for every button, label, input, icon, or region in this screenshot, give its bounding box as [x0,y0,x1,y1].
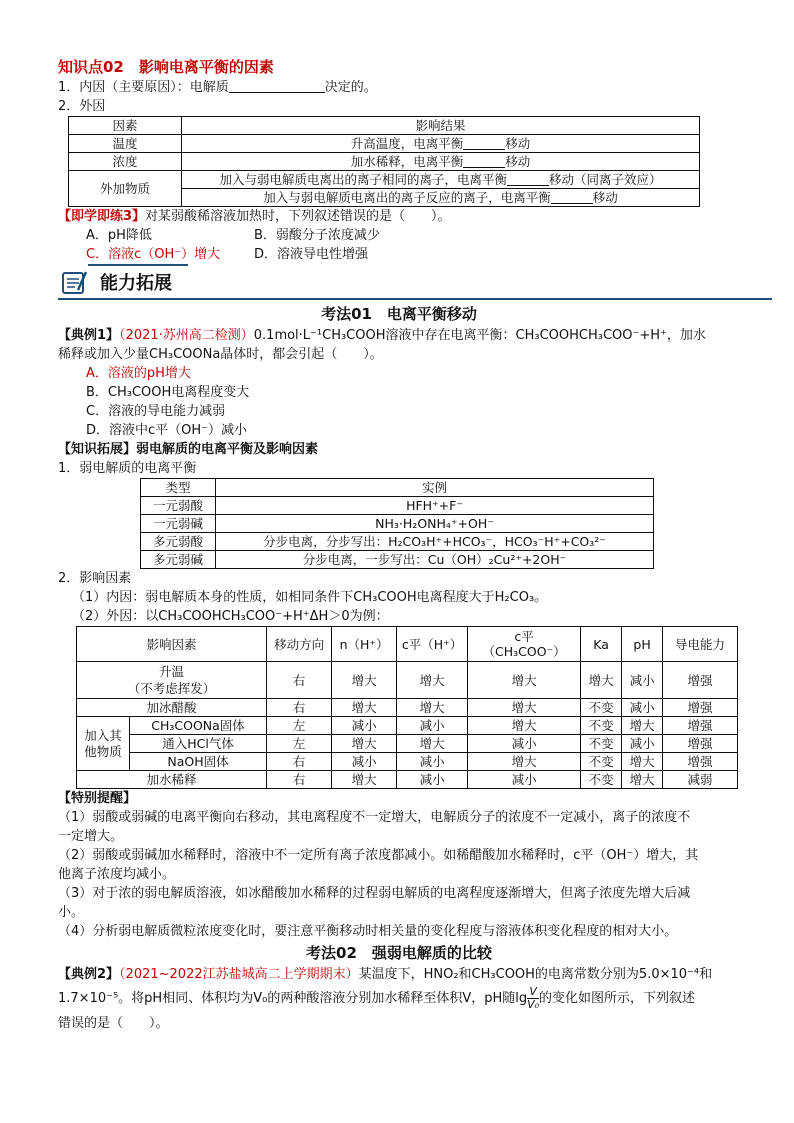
example1-line2: 稀释或加入少量CH₃COONa晶体时，都会引起（ ）。 [58,347,383,362]
knowledge-title: 【知识拓展】弱电解质的电离平衡及影响因素 [58,442,319,457]
fill-blank[interactable] [507,172,549,186]
knowledge-item2: 2．影响因素 [58,571,132,586]
ability-banner [58,270,740,298]
ionization-types-table: 类型 实例 一元弱酸 HFH⁺+F⁻ 一元弱碱 NH₃·H₂ONH₄⁺+OH⁻ 多元弱酸 分步电离，分步写出：H₂CO₃H⁺+HCO₃⁻，HCO₃⁻H⁺+CO₃²⁻ 多元弱碱 分步电离，一步写出：Cu（OH）₂Cu²⁺+2OH⁻ [140,478,654,569]
internal-cause: （1）内因：弱电解质本身的性质，如相同条件下CH₃COOH电离程度大于H₂CO₃。 [72,590,548,605]
method2-title: 考法02 强弱电解质的比较 [306,944,492,962]
example2-line2: 1.7×10⁻⁵。将pH相同、体积均为V₀的两种酸溶液分别加水稀释至体积V，pH随lg $\frac{V}{\text{V₀}}$ 的变化如图所示，下列叙述 [58,985,696,1011]
tip-line: （1）弱酸或弱碱的电离平衡向右移动，其电离程度不一定增大，电解质分子的浓度不一定减小，离子的浓度不 [58,810,691,825]
tip-line: （2）弱酸或弱碱加水稀释时，溶液中不一定所有离子浓度都减小。如稀醋酸加水稀释时，c平（OH⁻）增大，其 [58,848,699,863]
tip-title: 【特别提醒】 [58,791,137,806]
tip-line: 他离子浓度均减小。 [58,867,176,882]
factor-table: 因素 影响结果 温度 升高温度，电离平衡 移动 浓度 加水稀释，电离平衡 移动 外加物质 加入与弱电解质电离出的离子相同的离子，电离平衡 移动（同离子效应） 加入与弱电解质电离出的离子反应的离子，电离平衡 移动 [68,116,700,207]
intrinsic-factor-line: 1．内因（主要原因）：电解质 决定的。 [58,80,377,95]
practice-options-row2: C．溶液c（OH⁻）增大 D．溶液导电性增强 [86,247,369,262]
example2-line3: 错误的是（ ）。 [58,1016,169,1031]
knowledge-item1: 1．弱电解质的电离平衡 [58,461,197,476]
external-cause: （2）外因：以CH₃COOHCH₃COO⁻+H⁺ΔH＞0为例： [72,609,389,624]
practice-options-row1: A．pH降低 B．弱酸分子浓度减少 [86,228,380,243]
tip-line: 一定增大。 [58,829,124,844]
fill-blank[interactable] [463,136,505,150]
page-content [58,56,740,1033]
method1-title: 考法01 电离平衡移动 [321,305,477,323]
example1-option-c[interactable]: C．溶液的导电能力减弱 [86,404,226,419]
practice-question: 【即学即练3】对某弱酸稀溶液加热时，下列叙述错误的是（ ）。 [58,209,451,224]
tip-list [58,808,740,941]
volume-ratio-fraction: $\frac{V}{\text{V₀}}$ [527,985,540,1011]
influence-table: 影响因素 移动方向 n（H⁺） c平（H⁺） c平 （CH₃COO⁻） Ka pH 导电能力 升温 （不考虑挥发） 右 增大 增大 增大 增大 减小 增强 加冰醋酸 右 增大 增大 增大 不变 减小 增强 加入其他物质 CH₃COONa固体 左 减小 减小 增大 不变 增大 增强 通入HCl气体 左 增大 增大 减小 不变 减小 增强 NaOH固体 右 减小 减小 增大 不变 增大 增强 加水稀释 右 增大 减小 减小 不变 增大 减弱 [76,626,738,789]
ability-title: 能力拓展 [100,273,172,294]
example1-line1: 【典例1】（2021·苏州高二检测）0.1mol·L⁻¹CH₃COOH溶液中存在电离平衡：CH₃COOHCH₃COO⁻+H⁺，加水 [58,328,706,343]
example1-option-a[interactable]: A．溶液的pH增大 [86,366,191,381]
example1-option-d[interactable]: D．溶液中c平（OH⁻）减小 [86,423,248,438]
extrinsic-factor-heading: 2．外因 [58,99,106,114]
tip-line: （4）分析弱电解质微粒浓度变化时，要注意平衡移动时相关量的变化程度与溶液体积变化程度的相对大小。 [58,924,678,939]
fill-blank[interactable] [229,79,325,93]
section-title: 知识点02 影响电离平衡的因素 [58,58,274,76]
fill-blank[interactable] [463,154,505,168]
notebook-icon [60,270,90,296]
example2-line1: 【典例2】（2021~2022江苏盐城高二上学期期末）某温度下，HNO₂和CH₃COOH的电离常数分别为5.0×10⁻⁴和 [58,967,713,982]
example1-option-b[interactable]: B．CH₃COOH电离程度变大 [86,385,250,400]
tip-line: （3）对于浓的弱电解质溶液，如冰醋酸加水稀释的过程弱电解质的电离程度逐渐增大，但离子浓度先增大后减 [58,886,691,901]
tip-line: 小。 [58,905,85,920]
fill-blank[interactable] [551,190,593,204]
